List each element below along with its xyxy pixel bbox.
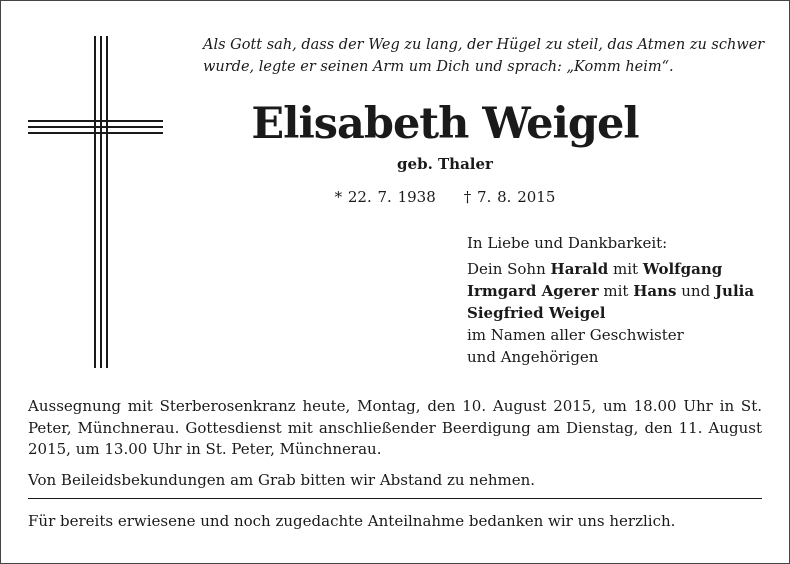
family-member: Julia [714, 282, 755, 300]
family-line [467, 302, 777, 324]
family-member: Hans [633, 282, 677, 300]
family-intro: In Liebe und Dankbarkeit: [467, 234, 668, 252]
family-text: mit [608, 260, 643, 278]
family-member: Siegfried Weigel [467, 304, 606, 322]
death-date: † 7. 8. 2015 [463, 188, 556, 206]
funeral-details: Aussegnung mit Sterberosenkranz heute, Montag, den 10. August 2015, um 18.00 Uhr in St. Peter, Münchnerau. Gottesdienst mit anschließender Beerdigung am Dienstag, den 11. August 2015, um 13.00 Uhr in St. Peter, Münchnerau. [28, 397, 762, 458]
family-text: und [676, 282, 715, 300]
quote-text: Als Gott sah, dass der Weg zu lang, der Hügel zu steil, das Atmen zu schwer wurde, legte er seinen Arm um Dich und sprach: „Komm heim“. [203, 37, 765, 75]
divider [28, 498, 762, 499]
condolence-note: Von Beileidsbekundungen am Grab bitten wir Abstand zu nehmen. [28, 471, 536, 489]
family-line: und Angehörigen [467, 348, 599, 366]
family-member: Wolfgang [642, 260, 723, 278]
family-text: mit [598, 282, 634, 300]
birth-date: * 22. 7. 1938 [334, 188, 436, 206]
family-line [467, 280, 777, 302]
family-member: Irmgard Agerer [467, 282, 599, 300]
birth-name: geb. Thaler [397, 155, 493, 173]
thanks-text: Für bereits erwiesene und noch zugedachte Anteilnahme bedanken wir uns herzlich. [28, 512, 676, 530]
family-member: Harald [550, 260, 609, 278]
family-line: im Namen aller Geschwister [467, 326, 684, 344]
family-block [467, 232, 777, 368]
life-dates [150, 186, 740, 208]
cross-icon [28, 36, 163, 368]
family-text: Dein Sohn [467, 260, 551, 278]
deceased-name: Elisabeth Weigel [251, 99, 639, 149]
family-line [467, 258, 777, 280]
